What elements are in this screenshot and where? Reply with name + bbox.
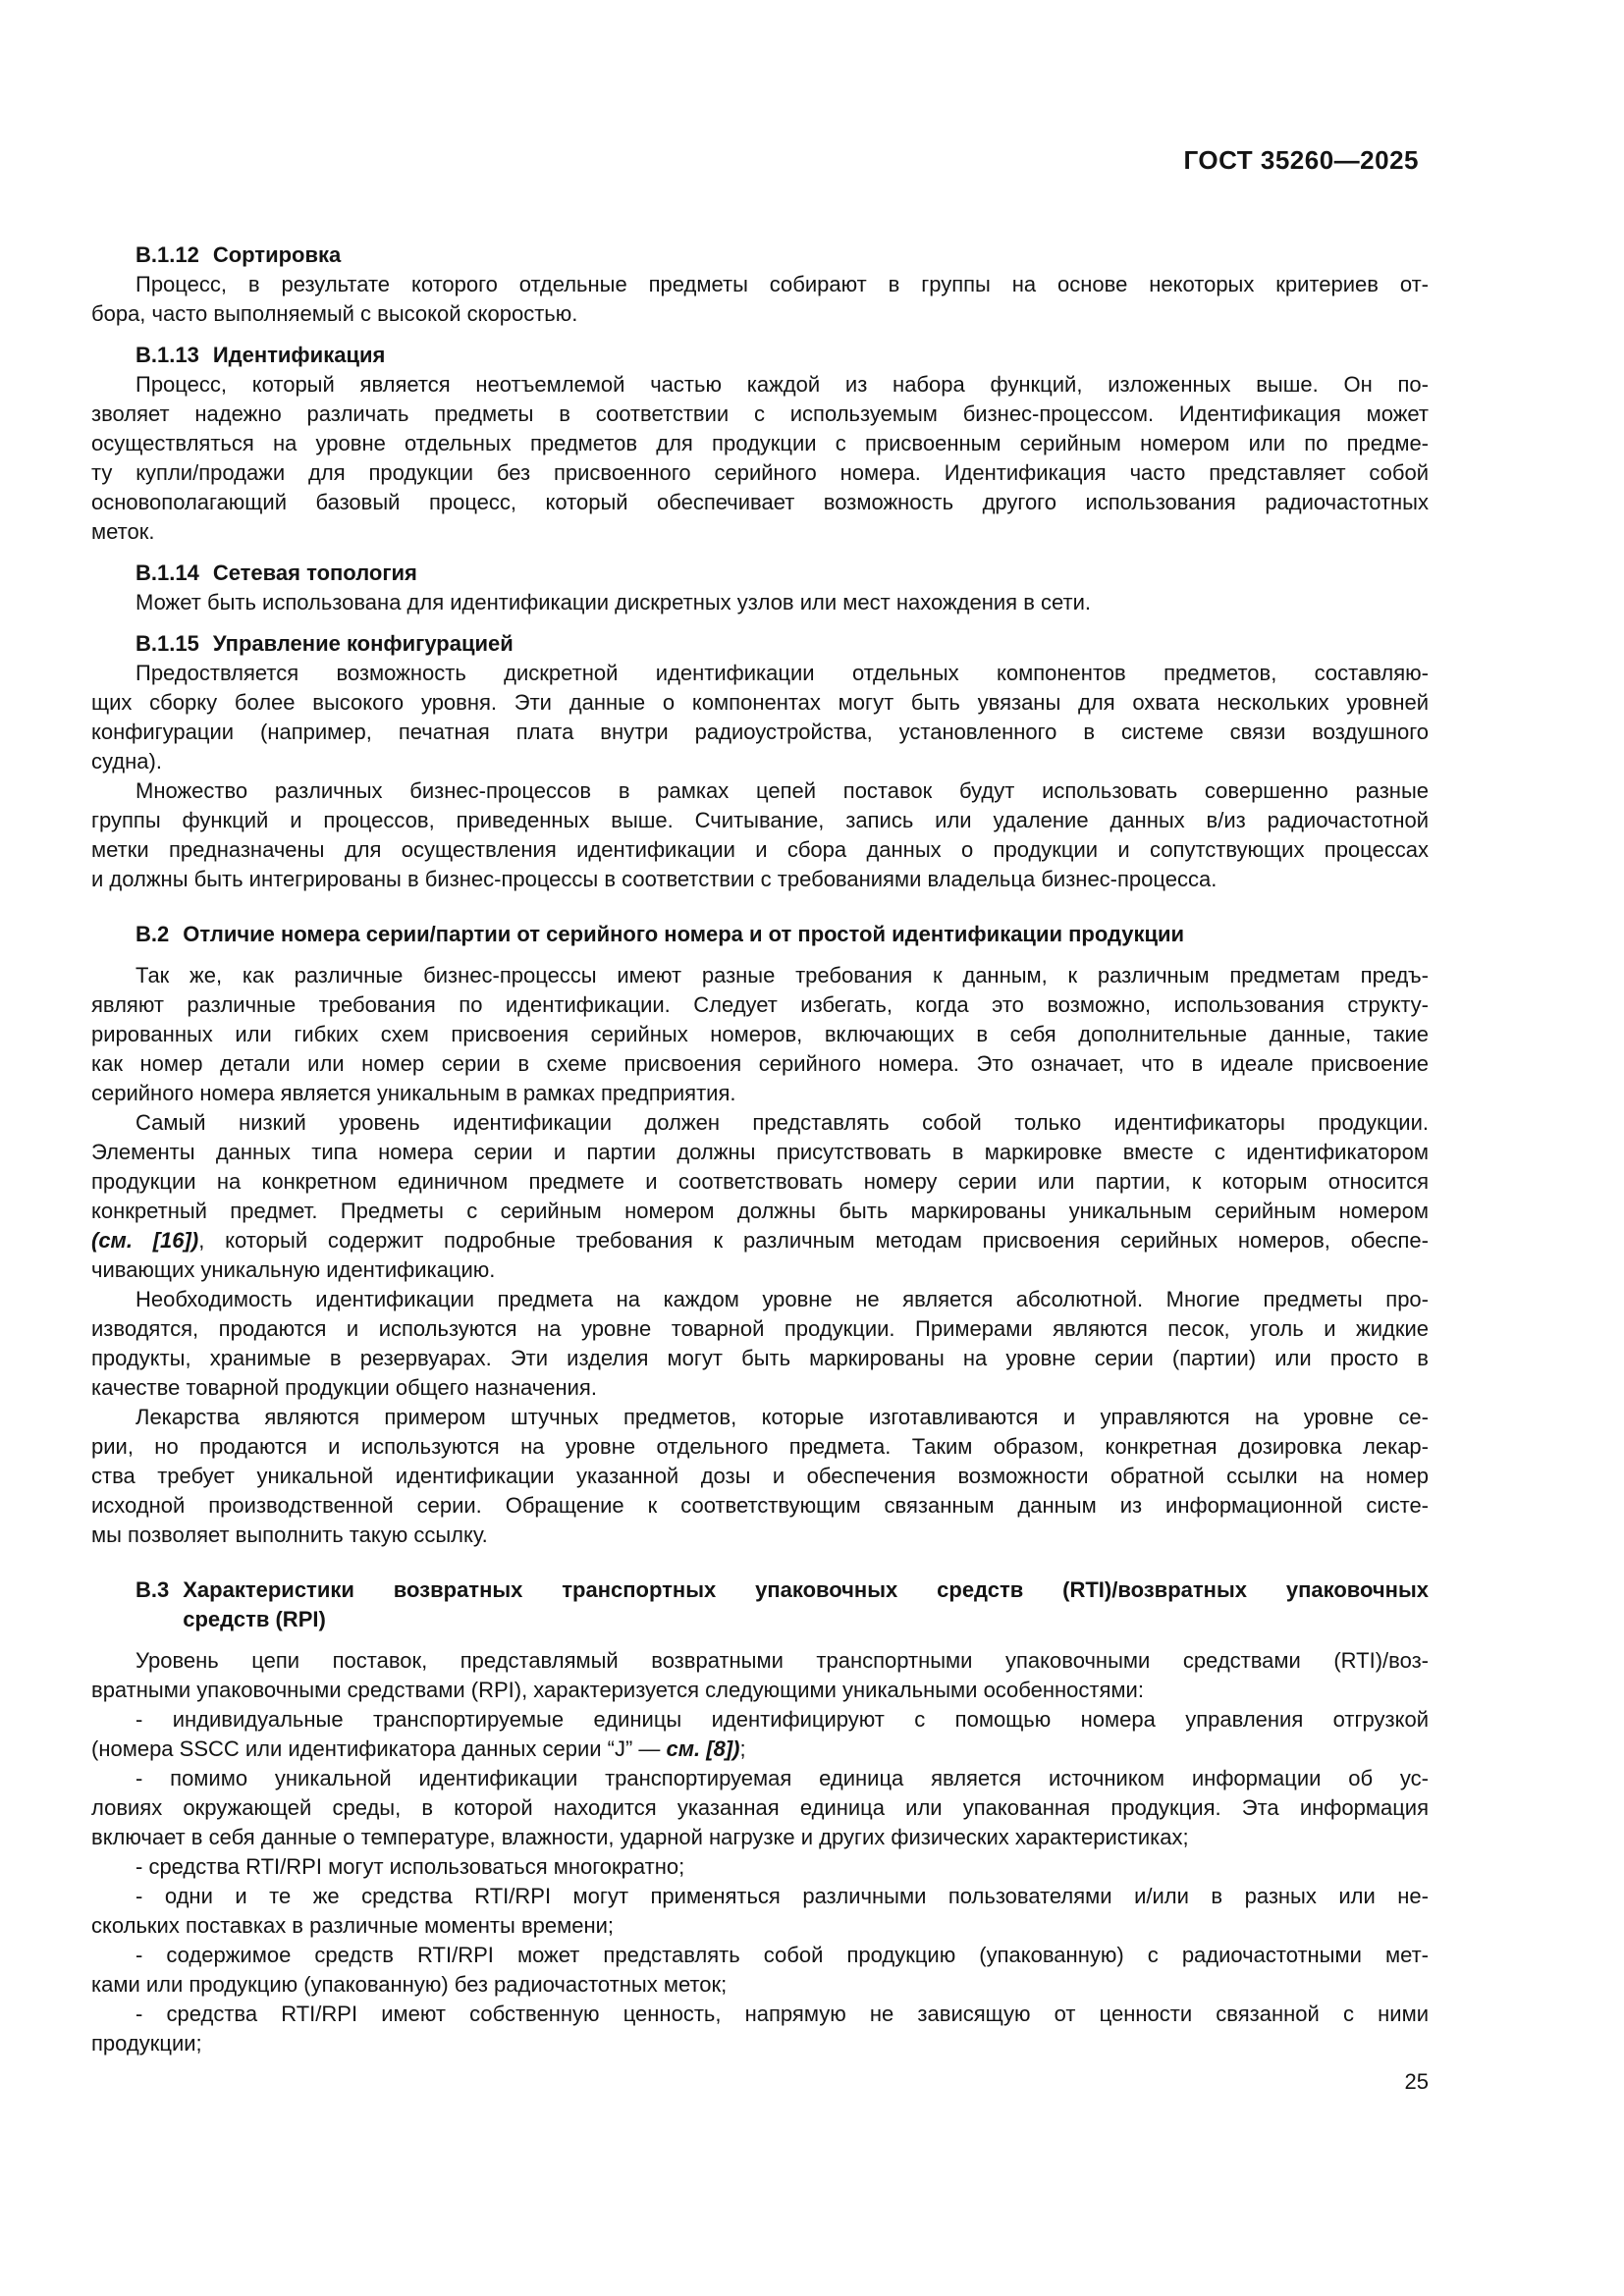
text-line: Отличие номера серии/партии от серийного номера и от простой идентификации продукции	[183, 922, 1185, 946]
paragraph	[91, 961, 1429, 1108]
text-line: меток.	[91, 519, 155, 544]
text-line: Процесс, в результате которого отдельные предметы собирают в группы на основе некоторых критериев от-	[135, 272, 1429, 296]
text-line: бора, часто выполняемый с высокой скоростью.	[91, 301, 578, 326]
section-heading	[91, 240, 1429, 270]
page-number: 25	[1404, 2069, 1429, 2094]
bullet-paragraph	[91, 1764, 1429, 1852]
bullet-paragraph	[91, 1941, 1429, 2000]
text-line: Необходимость идентификации предмета на каждом уровне не является абсолютной. Многие предметы про-	[135, 1287, 1429, 1311]
section-number: В.1.14	[135, 561, 199, 585]
text-line: Процесс, который является неотъемлемой частью каждой из набора функций, изложенных выше. Он по-	[135, 372, 1429, 397]
text-line: ства требует уникальной идентификации указанной дозы и обеспечения возможности обратной ссылки на номер	[91, 1464, 1429, 1488]
section-title	[213, 341, 1429, 370]
paragraph	[91, 1403, 1429, 1550]
text-line: судна).	[91, 749, 162, 774]
text-line: исходной производственной серии. Обращение к соответствующим связанным данным из информационной систе-	[91, 1493, 1429, 1518]
text-line: - помимо уникальной идентификации транспортируемая единица является источником информации об ус-	[135, 1766, 1429, 1790]
text-line: средств (RPI)	[183, 1607, 326, 1631]
text-line: Сетевая топология	[212, 561, 417, 585]
paragraph	[91, 659, 1429, 776]
paragraph	[91, 1108, 1429, 1285]
section-heading	[91, 559, 1429, 588]
paragraph	[91, 776, 1429, 894]
section-title	[183, 920, 1429, 949]
section-number: В.1.15	[135, 631, 199, 656]
text-line: Управление конфигурацией	[212, 631, 514, 656]
text-line: конкретный предмет. Предметы с серийным номером должны быть маркированы уникальным серийным номером	[91, 1199, 1429, 1223]
text-line: - одни и те же средства RTI/RPI могут применяться различными пользователями и/или в разных или не-	[135, 1884, 1429, 1908]
text-line: продукты, хранимые в резервуарах. Эти изделия могут быть маркированы на уровне серии (партии) или просто в	[91, 1346, 1429, 1370]
text-line: рированных или гибких схем присвоения серийных номеров, включающих в себя дополнительные данные, такие	[91, 1022, 1429, 1046]
section-title	[183, 1575, 1429, 1634]
paragraph	[91, 1646, 1429, 1705]
text-line: - содержимое средств RTI/RPI может представлять собой продукцию (упакованную) с радиочастотными мет-	[135, 1943, 1429, 1967]
section-title	[213, 559, 1429, 588]
section-heading	[91, 920, 1429, 949]
text-line: Сортировка	[212, 242, 342, 267]
bullet-paragraph	[91, 1705, 1429, 1764]
section-number: В.3	[135, 1577, 170, 1602]
page-content	[91, 229, 1429, 2058]
doc-number: ГОСТ 35260—2025	[1183, 145, 1419, 175]
text-line: Самый низкий уровень идентификации должен представлять собой только идентификаторы продукции.	[135, 1110, 1429, 1135]
bold-italic-reference: (см. [16])	[91, 1228, 199, 1253]
text-line: как номер детали или номер серии в схеме присвоения серийного номера. Это означает, что в идеале присвоение	[91, 1051, 1429, 1076]
text-line: (номера SSCC или идентификатора данных серии “J” — см. [8]);	[91, 1736, 746, 1761]
section-number: В.2	[135, 922, 170, 946]
text-line: Лекарства являются примером штучных предметов, которые изготавливаются и управляются на уровне се-	[135, 1405, 1429, 1429]
text-line: Так же, как различные бизнес-процессы имеют разные требования к данным, к различным предметам предъ-	[135, 963, 1429, 988]
text-line: - средства RTI/RPI могут использоваться многократно;	[135, 1854, 685, 1879]
text-line: Может быть использована для идентификации дискретных узлов или мест нахождения в сети.	[135, 590, 1091, 614]
text-line: скольких поставках в различные моменты времени;	[91, 1913, 615, 1938]
bullet-paragraph	[91, 1852, 1429, 1882]
text-line: продукции на конкретном единичном предмете и соответствовать номеру серии или партии, к которым относится	[91, 1169, 1429, 1194]
text-line: Элементы данных типа номера серии и партии должны присутствовать в маркировке вместе с идентификатором	[91, 1140, 1429, 1164]
bullet-paragraph	[91, 1882, 1429, 1941]
text-line: вратными упаковочными средствами (RPI), характеризуется следующими уникальными особенностями:	[91, 1678, 1144, 1702]
text-line: Идентификация	[212, 343, 386, 367]
text-line: - средства RTI/RPI имеют собственную ценность, напрямую не зависящую от ценности связанной с ними	[135, 2002, 1429, 2026]
text-line: рии, но продаются и используются на уровне отдельного предмета. Таким образом, конкретная дозировка лекар-	[91, 1434, 1429, 1459]
text-line: включает в себя данные о температуре, влажности, ударной нагрузке и других физических характеристиках;	[91, 1825, 1189, 1849]
text-line: зволяет надежно различать предметы в соответствии с используемым бизнес-процессом. Идентификация может	[91, 401, 1429, 426]
text-line: щих сборку более высокого уровня. Эти данные о компонентах могут быть увязаны для охвата нескольких уровней	[91, 690, 1429, 715]
text-line: чивающих уникальную идентификацию.	[91, 1257, 496, 1282]
paragraph	[91, 270, 1429, 329]
text-line: Характеристики возвратных транспортных упаковочных средств (RTI)/возвратных упаковочных	[183, 1577, 1429, 1602]
bold-italic-reference: см. [8])	[666, 1736, 740, 1761]
text-line: Уровень цепи поставок, представлямый возвратными транспортными упаковочными средствами (RTI)/воз-	[135, 1648, 1429, 1673]
section-heading	[91, 629, 1429, 659]
text-line: осуществляться на уровне отдельных предметов для продукции с присвоенным серийным номером или по предме-	[91, 431, 1429, 455]
text-line: ту купли/продажи для продукции без присвоенного серийного номера. Идентификация часто представляет собой	[91, 460, 1429, 485]
text-line: являют различные требования по идентификации. Следует избегать, когда это возможно, использования структу-	[91, 992, 1429, 1017]
text-line: качестве товарной продукции общего назначения.	[91, 1375, 597, 1400]
text-line: - индивидуальные транспортируемые единицы идентифицируют с помощью номера управления отгрузкой	[135, 1707, 1429, 1732]
text-line: (см. [16]), который содержит подробные требования к различным методам присвоения серийных номеров, обеспе-	[91, 1228, 1429, 1253]
text-line: Предоствляется возможность дискретной идентификации отдельных компонентов предметов, составляю-	[135, 661, 1429, 685]
section-title	[213, 240, 1429, 270]
text-line: основополагающий базовый процесс, который обеспечивает возможность другого использования радиочастотных	[91, 490, 1429, 514]
section-heading	[91, 1575, 1429, 1634]
text-line: ками или продукцию (упакованную) без радиочастотных меток;	[91, 1972, 728, 1997]
text-line: конфигурации (например, печатная плата внутри радиоустройства, установленного в системе связи воздушного	[91, 720, 1429, 744]
section-number: В.1.13	[135, 343, 199, 367]
section-title	[213, 629, 1429, 659]
text-line: метки предназначены для осуществления идентификации и сбора данных о продукции и сопутствующих процессах	[91, 837, 1429, 862]
text-line: Множество различных бизнес-процессов в рамках цепей поставок будут использовать совершенно разные	[135, 778, 1429, 803]
paragraph	[91, 588, 1429, 617]
section-heading	[91, 341, 1429, 370]
text-line: серийного номера является уникальным в рамках предприятия.	[91, 1081, 736, 1105]
text-line: мы позволяет выполнить такую ссылку.	[91, 1522, 488, 1547]
paragraph	[91, 1285, 1429, 1403]
text-line: и должны быть интегрированы в бизнес-процессы в соответствии с требованиями владельца бизнес-процесса.	[91, 867, 1218, 891]
text-line: изводятся, продаются и используются на уровне товарной продукции. Примерами являются песок, уголь и жидкие	[91, 1316, 1429, 1341]
paragraph	[91, 370, 1429, 547]
text-line: ловиях окружающей среды, в которой находится указанная единица или упакованная продукция. Эта информация	[91, 1795, 1429, 1820]
bullet-paragraph	[91, 2000, 1429, 2058]
text-line: продукции;	[91, 2031, 202, 2056]
text-line: группы функций и процессов, приведенных выше. Считывание, запись или удаление данных в/из радиочастотной	[91, 808, 1429, 832]
section-number: В.1.12	[135, 242, 199, 267]
